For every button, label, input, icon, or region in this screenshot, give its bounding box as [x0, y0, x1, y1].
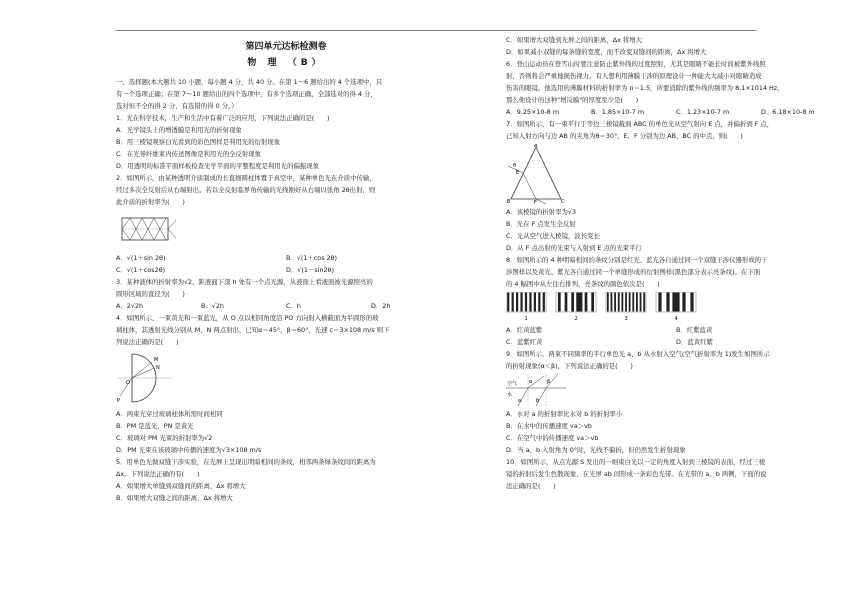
fringe-bar: [666, 293, 669, 312]
q7-option-b: B．光在 F 点发生全反射: [506, 220, 576, 228]
q4-label-o: O: [126, 380, 130, 386]
q7-label-b: B: [507, 199, 511, 204]
fringe-bar: [585, 293, 588, 312]
q4-option-d: D．PM 光束在该玻璃中传播的速度为√3×108 m/s: [116, 446, 262, 454]
intro-line: 选对但不全的得 2 分，有选错的得 0 分。）: [116, 102, 238, 110]
question-9-stem: 的折射现象(α＜β)，下列说法正确的是( ): [506, 362, 633, 370]
q8-option-b: B．红紫蓝黄: [676, 326, 713, 334]
question-7-stem: 7．如图所示，有一束平行于等边三棱镜截面 ABC 的单色光从空气射向 E 点，并偏折到 F 点，: [506, 120, 774, 128]
fringe-bar: [640, 293, 642, 312]
q7-label-theta: θ: [513, 163, 517, 169]
fringe-bar: [516, 293, 518, 312]
q2-figure-cylinder: [116, 210, 456, 250]
fringe-bar: [591, 293, 594, 312]
q9-option-d: D．当 a、b 入射角为 0°时，光线不偏折，但仍然发生折射现象: [506, 446, 686, 454]
q8-option-a: A．红黄蓝紫: [506, 326, 543, 334]
fringe-bar: [690, 293, 693, 312]
question-10-stem: 法正确的是( ): [506, 482, 556, 490]
fringe-bar: [571, 293, 574, 312]
q3-option-b: B．√2h: [201, 302, 224, 310]
q6-option-a: A．9.25×10-8 m: [506, 108, 560, 116]
left-column: [116, 34, 456, 504]
q7-option-c: C．光从空气进入棱镜，波长变长: [506, 232, 600, 240]
fringe-bar: [543, 293, 545, 312]
q2-options-row1: [116, 252, 456, 264]
q8-options-row2: [506, 336, 846, 348]
fringe-bar: [525, 293, 527, 312]
q2-option-c: C．√(1＋cos2θ): [116, 266, 166, 274]
fringe-label: 3: [624, 316, 628, 322]
q7-option-a: A．该棱镜的折射率为√3: [506, 208, 577, 216]
q2-option-a: A．√(1＋sin 2θ): [116, 254, 166, 262]
q7-label-f: F: [534, 200, 537, 204]
q8-option-d: D．蓝黄红紫: [676, 338, 713, 346]
fringe-label: 2: [574, 316, 578, 322]
question-6-stem: 6．登山运动员在登雪山时要注意防止紫外线的过度照射，尤其是眼睛不能长时间被紫外线照: [506, 60, 766, 68]
intro-line: 有一个选项正确；在第 7～10 题给出的四个选项中，有多个选项正确，全部选对的得 4 分，: [116, 90, 377, 98]
question-1-stem: 1．光在科学技术，生产和生活中有着广泛的应用，下列说法正确的是( ): [116, 114, 330, 122]
q7-label-a: A: [534, 144, 538, 149]
q7-label-c: C: [561, 199, 565, 204]
q4-label-p: P: [117, 398, 121, 404]
q9-label-beta: β: [547, 379, 551, 385]
fringe-bar: [607, 293, 609, 312]
q9-label-a: a: [518, 398, 522, 404]
q5-option-a: A．如果增大单缝到双缝间的距离，Δx 将增大: [116, 482, 246, 490]
q5-option-d: D．如果减小双缝的每条缝的宽度，而不改变双缝间的距离，Δx 将增大: [506, 48, 707, 56]
q3-option-c: C．h: [286, 302, 301, 310]
question-7-stem: 已知入射方向与边 AB 的夹角为θ＝30°，E、F 分别为边 AB、BC 的中点，则( ): [506, 132, 743, 140]
q9-label-b: b: [536, 398, 540, 404]
q7-label-e: E: [516, 170, 520, 176]
question-5-stem: 5．用单色光做双缝干涉实验，在光屏上呈现出明暗相间的条纹，相邻两条绿条纹间的距离为: [116, 458, 376, 466]
question-2-stem: 经过多次全反射后从右端射出。若以全反射临界角传输的光线刚好从右端以张角 2θ出射，则: [116, 186, 376, 194]
q6-option-d: D．6.18×10-8 m: [761, 108, 815, 116]
fringe-bar: [534, 293, 536, 312]
fringe-bar: [636, 293, 638, 312]
fringe-bar: [621, 293, 623, 312]
fringe-bar: [565, 293, 568, 312]
q6-options: [506, 106, 846, 118]
question-10-stem: 镜的折射后发生色散现象，在光屏 ab 间形成一条彩色光带。在光带的 a、b 两侧，下面的说: [506, 470, 767, 478]
question-4-stem: 列说法正确的是( ): [116, 338, 179, 346]
question-3-stem: 圆形区域的直径为( ): [116, 290, 185, 298]
q9-option-b: B．在水中的传播速度 va＞vb: [506, 422, 592, 430]
q8-figure-fringes: [506, 292, 846, 322]
question-9-stem: 9．如图所示，两束不同频率的平行单色光 a、b 从水射入空气(空气折射率为 1)发生如图所示: [506, 350, 770, 358]
fringe-bar: [632, 293, 634, 312]
q7-figure-prism: [506, 144, 846, 204]
question-8-stem: 涉图样以及黄光、紫光各自通过同一个单缝形成的衍射图样(黑色部分表示亮条纹)。在下面: [506, 268, 761, 276]
question-5-stem: Δx。下列说法正确的有( ): [116, 470, 200, 478]
q1-option-b: B．用三棱镜观察白光看到的彩色图样是利用光的衍射现象: [116, 138, 281, 146]
q4-option-a: A．两束光穿过玻璃柱体所需时间相同: [116, 410, 223, 418]
q3-option-a: A．2√2h: [116, 302, 144, 310]
fringe-label: 4: [674, 316, 678, 322]
question-6-stem: 那么他设计的这种"增反膜"的厚度至少是( ): [506, 96, 639, 104]
intro-line: 一、选择题(本大题共 10 小题，每小题 4 分，共 40 分。在第 1～6 题给出的 4 个选项中，只: [116, 78, 383, 86]
fringe-bar: [512, 293, 514, 312]
page-title: 第四单元达标检测卷: [245, 42, 327, 52]
q7-option-d: D．从 F 点出射的光束与入射到 E 点的光束平行: [506, 244, 642, 252]
q4-label-m: M: [154, 357, 159, 363]
q9-option-a: A．水对 a 的折射率比水对 b 的折射率小: [506, 410, 623, 418]
q9-figure-refraction: [506, 374, 846, 406]
question-2-stem: 此介质的折射率为( ): [116, 198, 185, 206]
q8-option-c: C．蓝紫红黄: [506, 338, 543, 346]
q2-options-row2: [116, 264, 456, 276]
fringe-bar: [643, 293, 645, 312]
question-4-stem: 璃柱体，其透射光线分别从 M、N 两点射出，已知α＝45°，β＝60°，光速 c＝3×108 m/s 则下: [116, 326, 390, 334]
q4-figure-semicircle: [116, 350, 456, 406]
q5-option-c: C．如果增大双缝到光屏之间的距离，Δx 将增大: [506, 36, 643, 44]
fringe-bar: [520, 293, 522, 312]
fringe-bar: [558, 293, 561, 312]
q9-label-water: 水: [507, 392, 513, 398]
q1-option-d: D．用透明的标准平面样板检查光学平面的平整程度是利用光的偏振现象: [116, 162, 320, 170]
question-6-stem: 射，否则将会严重地损伤视力。有人想利用薄膜干涉的原理设计一种能大大减小对眼睛造成: [506, 72, 762, 80]
q8-options-row1: [506, 324, 846, 336]
question-8-stem: 的 4 幅图中从左往右排列，亮条纹的颜色依次是( ): [506, 280, 660, 288]
q9-label-alpha: α: [529, 379, 533, 385]
q4-option-c: C．玻璃对 PM 光束的折射率为√2: [116, 434, 213, 442]
q6-option-c: C．1.23×10-7 m: [676, 108, 730, 116]
q1-option-a: A．光学镜头上的增透膜是利用光的折射现象: [116, 126, 242, 134]
q2-option-b: B．√(1＋cos 2θ): [286, 254, 338, 262]
fringe-bar: [625, 293, 627, 312]
fringe-bar: [576, 293, 582, 312]
fringe-bar: [614, 293, 616, 312]
right-column: [506, 34, 846, 492]
fringe-frame: [556, 292, 596, 312]
fringe-bar: [611, 293, 613, 312]
fringe-bar: [629, 293, 631, 312]
q9-label-air: 空气: [507, 381, 518, 387]
q6-option-b: B．1.85×10-7 m: [591, 108, 645, 116]
question-8-stem: 8．如图所示的 4 种明暗相间的条纹分别是红光、蓝光各自通过同一个双缝干涉仪器形成的干: [506, 256, 768, 264]
question-4-stem: 4．如图所示，一束黄光和一束蓝光，从 O 点以相同角度沿 PO 方向射入横截面为半圆形的玻: [116, 314, 379, 322]
q5-option-b: B．如果增大双缝之间的距离，Δx 将增大: [116, 494, 233, 502]
question-3-stem: 3．某种液体的折射率为√2，距液面下深 h 处有一个点光源，从液面上看液面被光源照亮的: [116, 278, 373, 286]
fringe-bar: [682, 293, 685, 312]
fringe-bar: [672, 293, 679, 312]
page-subtitle: 物 理 （B）: [247, 58, 325, 68]
fringe-label: 1: [524, 316, 528, 322]
q4-label-n: N: [156, 365, 160, 371]
fringe-bar: [529, 293, 531, 312]
question-6-stem: 伤害的眼镜。他选用的薄膜材料的折射率为 n＝1.5，所要消除的紫外线的频率为 8.1×1014 Hz，: [506, 84, 784, 92]
header-rule: [116, 30, 756, 31]
fringe-bar: [618, 293, 620, 312]
q1-option-c: C．在光导纤维束内传送图像是利用光的全反射现象: [116, 150, 262, 158]
q2-option-d: D．√(1－sin2θ): [286, 266, 334, 274]
q9-option-c: C．在空气中的传播速度 va＞vb: [506, 434, 599, 442]
q3-options: [116, 300, 456, 312]
q3-option-d: D．2h: [371, 302, 391, 310]
fringe-bar: [507, 293, 509, 312]
fringe-bar: [658, 293, 661, 312]
question-2-stem: 2．如图所示，由某种透明介质制成的长直细圆柱体置于真空中，某种单色光在介质中传输，: [116, 174, 376, 182]
q4-option-b: B．PM 是蓝光，PN 是黄光: [116, 422, 194, 430]
fringe-bar: [538, 293, 540, 312]
question-10-stem: 10．如图所示，从点光源 S 发出的一细束白光以一定的角度入射到三棱镜的表面，经过三棱: [506, 458, 766, 466]
